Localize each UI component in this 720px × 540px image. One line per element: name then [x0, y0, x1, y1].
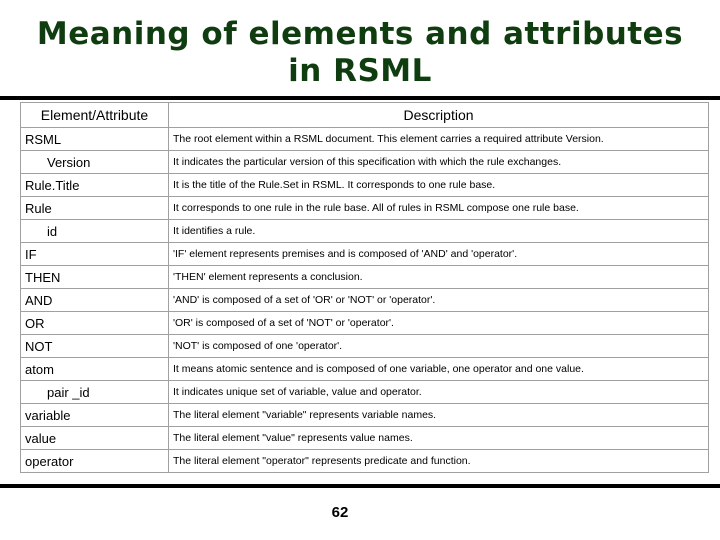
elements-table [20, 102, 709, 473]
slide-title [0, 16, 720, 90]
slide-title-line-2: in RSML [288, 53, 432, 89]
attribute-name: pair _id [21, 381, 169, 404]
element-description: The literal element "value" represents value names. [169, 427, 709, 450]
attribute-name: id [21, 220, 169, 243]
page-number: 62 [331, 504, 349, 521]
element-name: NOT [21, 335, 169, 358]
table-row [21, 289, 709, 312]
table-row [21, 174, 709, 197]
table-row [21, 312, 709, 335]
element-name: atom [21, 358, 169, 381]
table-row [21, 427, 709, 450]
element-description: The literal element "variable" represents variable names. [169, 404, 709, 427]
element-description: It means atomic sentence and is composed of one variable, one operator and one value. [169, 358, 709, 381]
element-name: value [21, 427, 169, 450]
attribute-name: Version [21, 151, 169, 174]
element-description: The literal element "operator" represents predicate and function. [169, 450, 709, 473]
element-name: RSML [21, 128, 169, 151]
table-header-row [21, 103, 709, 128]
element-description: The root element within a RSML document. This element carries a required attribute Version. [169, 128, 709, 151]
table-row [21, 128, 709, 151]
table-row [21, 358, 709, 381]
table-row [21, 335, 709, 358]
table-row [21, 197, 709, 220]
element-name: Rule [21, 197, 169, 220]
element-name: OR [21, 312, 169, 335]
element-description: It indicates the particular version of this specification with which the rule exchanges. [169, 151, 709, 174]
header-element-attribute: Element/Attribute [21, 103, 169, 128]
element-name: THEN [21, 266, 169, 289]
table-row [21, 151, 709, 174]
element-name: Rule.Title [21, 174, 169, 197]
top-divider [0, 96, 720, 100]
element-description: 'OR' is composed of a set of 'NOT' or 'operator'. [169, 312, 709, 335]
slide-title-line-1: Meaning of elements and attributes [36, 16, 684, 52]
table-row [21, 243, 709, 266]
element-description: It is the title of the Rule.Set in RSML. It corresponds to one rule base. [169, 174, 709, 197]
table-row [21, 404, 709, 427]
table-row [21, 220, 709, 243]
element-description: 'IF' element represents premises and is composed of 'AND' and 'operator'. [169, 243, 709, 266]
header-description: Description [169, 103, 709, 128]
table-row [21, 450, 709, 473]
element-description: 'AND' is composed of a set of 'OR' or 'NOT' or 'operator'. [169, 289, 709, 312]
element-name: operator [21, 450, 169, 473]
element-name: variable [21, 404, 169, 427]
table-row [21, 266, 709, 289]
bottom-divider [0, 484, 720, 488]
element-description: 'THEN' element represents a conclusion. [169, 266, 709, 289]
element-description: 'NOT' is composed of one 'operator'. [169, 335, 709, 358]
element-name: AND [21, 289, 169, 312]
element-name: IF [21, 243, 169, 266]
element-description: It identifies a rule. [169, 220, 709, 243]
element-description: It corresponds to one rule in the rule base. All of rules in RSML compose one rule base. [169, 197, 709, 220]
element-description: It indicates unique set of variable, value and operator. [169, 381, 709, 404]
table-row [21, 381, 709, 404]
